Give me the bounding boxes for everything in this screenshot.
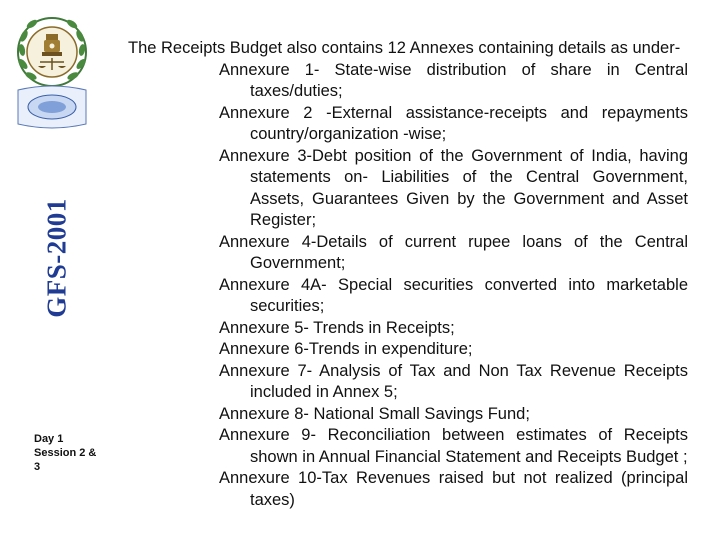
- annexure-item: Annexure 6-Trends in expenditure;: [219, 340, 473, 358]
- annexure-item: Annexure 2 -External assistance-receipts and repayments country/organization -wise;: [219, 103, 688, 143]
- annexure-item: Annexure 1- State-wise distribution of share in Central taxes/duties;: [219, 60, 688, 100]
- vertical-title: GFS-2001: [41, 198, 72, 318]
- annexure-item: Annexure 4A- Special securities converted into marketable securities;: [219, 275, 688, 315]
- slide-body: [128, 38, 688, 511]
- annexure-item: Annexure 10-Tax Revenues raised but not realized (principal taxes): [219, 469, 688, 509]
- emblem-seal-icon: [14, 12, 90, 130]
- annexure-item: Annexure 8- National Small Savings Fund;: [219, 404, 530, 423]
- session-label: [34, 432, 114, 474]
- session-line: Session 2 &: [34, 447, 97, 459]
- session-line: 3: [34, 461, 41, 473]
- annexure-item: Annexure 4-Details of current rupee loans of the Central Government;: [219, 232, 688, 272]
- annexure-item: Annexure 9- Reconciliation between estimates of Receipts shown in Annual Financial Statement and Receipts Budget ;: [219, 426, 688, 466]
- session-line: Day 1: [34, 433, 64, 445]
- annexure-item: Annexure 5- Trends in Receipts;: [219, 318, 455, 337]
- intro-paragraph: The Receipts Budget also contains 12 Annexes containing details as under-: [128, 39, 681, 57]
- annexure-item: Annexure 7- Analysis of Tax and Non Tax Revenue Receipts included in Annex 5;: [219, 361, 688, 401]
- sidebar: [0, 0, 122, 540]
- annexure-item: Annexure 3-Debt position of the Government of India, having statements on- Liabilities of the Central Government, Assets, Guarantees Given by the Government and Asset Register;: [219, 146, 688, 229]
